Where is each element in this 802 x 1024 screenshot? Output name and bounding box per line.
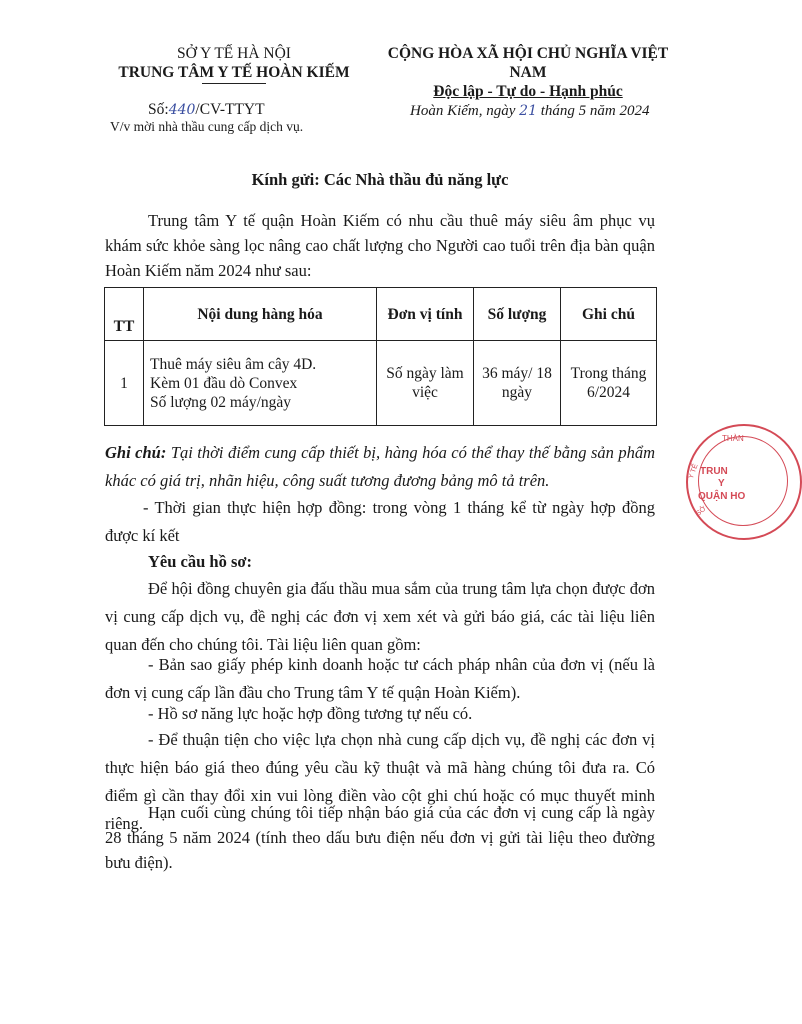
document-subject: V/v mời nhà thầu cung cấp dịch vụ. [110,119,304,134]
bullet-1: - Bản sao giấy phép kinh doanh hoặc tư cách pháp nhân của đơn vị (nếu là đơn vị cung cấp lần đầu cho Trung tâm Y tế quận Hoàn Kiếm). [105,655,655,702]
header-left [104,44,364,84]
contract-time: - Thời gian thực hiện hợp đồng: trong vòng 1 tháng kể từ ngày hợp đồng được kí kết [105,498,655,545]
header-content: Nội dung hàng hóa [144,288,377,341]
cell-tt: 1 [105,341,144,426]
note-label: Ghi chú: [105,443,167,462]
cell-note: Trong tháng 6/2024 [561,341,657,426]
department-name: SỞ Y TẾ HÀ NỘI [177,45,291,62]
header-right [378,44,678,101]
table-row [105,341,657,426]
handwritten-day: 21 [519,103,537,119]
bullet-2: - Hồ sơ năng lực hoặc hợp đồng tương tự nếu có. [148,704,473,723]
header-quantity: Số lượng [474,288,561,341]
national-motto: Độc lập - Tự do - Hạnh phúc [433,83,623,100]
document-number: Số:440/CV-TTYT [148,101,265,118]
cell-unit: Số ngày làm việc [377,341,474,426]
handwritten-number: 440 [168,102,196,118]
header-unit: Đơn vị tính [377,288,474,341]
organization-name: TRUNG TÂM Y TẾ HOÀN KIẾM [118,64,350,81]
document-date: Hoàn Kiếm, ngày 21 tháng 5 năm 2024 [410,103,650,119]
note-paragraph [105,439,655,495]
intro-paragraph: Trung tâm Y tế quận Hoàn Kiếm có nhu cầu thuê máy siêu âm phục vụ khám sức khỏe sàng lọc nâng cao chất lượng cho Người cao tuổi trên địa bàn quận Hoàn Kiếm năm 2024 như sau: [105,211,655,280]
national-title: CỘNG HÒA XÃ HỘI CHỦ NGHĨA VIỆT NAM [387,45,669,81]
stamp-inner-ring [698,436,788,526]
header-note: Ghi chú [561,288,657,341]
requirements-intro: Để hội đồng chuyên gia đấu thầu mua sắm của trung tâm lựa chọn được đơn vị cung cấp dịch vụ, đề nghị các đơn vị xem xét và gửi báo giá, các tài liệu liên quan đến cho chúng tôi. Tài liệu liên quan gồm: [105,579,655,654]
official-stamp: THÀN TRUN Y QUẬN HO Y TẾ SỞ [686,424,802,540]
bullet-3: - Để thuận tiện cho việc lựa chọn nhà cung cấp dịch vụ, đề nghị các đơn vị thực hiện báo giá theo đúng yêu cầu kỹ thuật và mã hàng chúng tôi đưa ra. Có điểm gì cần thay đổi xin vui lòng điền vào cột ghi chú hoặc có mục thuyết minh riêng. [105,730,655,833]
header-tt: TT [105,288,144,341]
goods-table [104,287,657,426]
cell-content: Thuê máy siêu âm cây 4D. Kèm 01 đầu dò Convex Số lượng 02 máy/ngày [144,341,377,426]
cell-quantity: 36 máy/ 18 ngày [474,341,561,426]
deadline-paragraph: Hạn cuối cùng chúng tôi tiếp nhận báo giá của các đơn vị cung cấp là ngày 28 tháng 5 năm 2024 (tính theo dấu bưu điện nếu đơn vị gửi tài liệu theo đường bưu điện). [105,803,655,872]
table-header-row [105,288,657,341]
recipient-line: Kính gửi: Các Nhà thầu đủ năng lực [251,170,509,189]
requirements-title: Yêu cầu hồ sơ: [148,552,253,571]
note-text: Tại thời điểm cung cấp thiết bị, hàng hóa có thể thay thế bằng sản phẩm khác có giá trị, nhãn hiệu, công suất tương đương bảng mô tả trên. [105,443,656,490]
header-left-underline [202,83,266,84]
